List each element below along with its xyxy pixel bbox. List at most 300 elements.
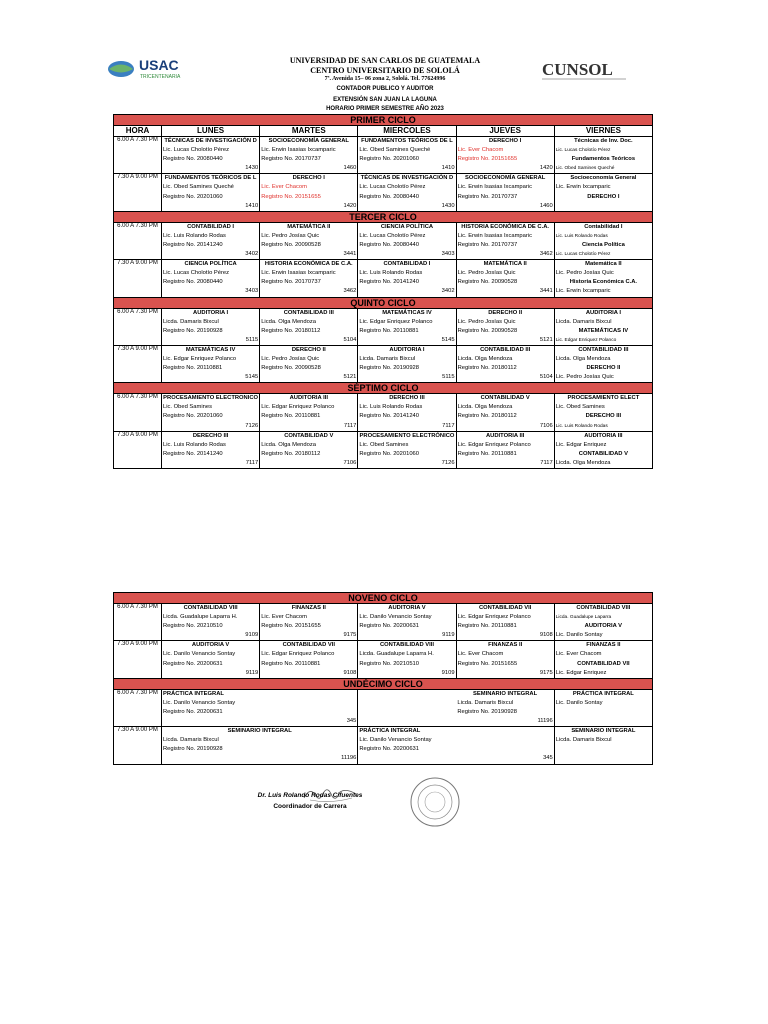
schedule-table-top [113, 114, 653, 469]
course-title: AUDITORIA I [193, 309, 229, 316]
cunsol-logo-text: CUNSOL [542, 60, 613, 79]
professor-name: Lic. Edgar Enriquez Polanco [163, 355, 237, 362]
registry-number: Registro No. 20200631 [163, 660, 223, 667]
course-code: 3403 [245, 288, 259, 295]
summary-professor: Lic. Edgar Enriquez [555, 441, 607, 448]
course-title: SEMINARIO INTEGRAL [473, 690, 538, 697]
course-title: CONTABILIDAD III [480, 346, 531, 353]
course-code: 1430 [245, 165, 259, 172]
course-code: 7126 [441, 459, 455, 466]
registry-number: Registro No. 20110881 [163, 365, 223, 372]
course-cell [358, 431, 456, 468]
course-cell [162, 260, 260, 297]
course-cell [358, 174, 456, 211]
course-cell [260, 641, 358, 678]
registry-number: Registro No. 20201060 [163, 413, 223, 420]
professor-name: Lic. Erwin Isasias Ixcamparic [457, 184, 532, 191]
course-title: HISTORIA ECONÓMICA DE C.A. [461, 223, 550, 230]
course-code: 5115 [442, 374, 455, 381]
course-title: DERECHO III [389, 395, 425, 402]
course-title: DERECHO III [192, 432, 229, 439]
course-title: DERECHO II [291, 346, 326, 353]
professor-name: Licda. Damaris Bixcul [163, 318, 219, 325]
registry-number: Registro No. 20110881 [457, 623, 517, 630]
summary-course: SEMINARIO INTEGRAL [571, 728, 636, 735]
registry-number: Registro No. 20210510 [359, 660, 419, 667]
professor-name: Licda. Damaris Bixcul [359, 355, 416, 362]
course-title: AUDITORIA V [191, 642, 230, 649]
course-code: 345 [543, 755, 553, 762]
course-title: CONTABILIDAD VIII [183, 605, 238, 611]
friday-summary [554, 137, 652, 174]
summary-course: Historia Económica C.A. [569, 279, 638, 286]
cycle-header-row [114, 211, 653, 222]
cycle-title: SÉPTIMO CICLO [114, 383, 653, 394]
course-title: TÉCNICAS DE INVESTIGACIÓN D [360, 175, 454, 182]
course-cell [162, 431, 260, 468]
time-slot: 7.30 A 9.00 PM [114, 260, 162, 297]
professor-name: Lic. Edgar Enriquez Polanco [261, 404, 335, 411]
professor-name: Lic. Obed Samines [163, 404, 212, 411]
cycle-header-row [114, 383, 653, 394]
course-cell [260, 222, 358, 259]
registry-number: Registro No. 20151655 [261, 623, 321, 630]
professor-name: Lic. Edgar Enriquez Polanco [359, 318, 433, 325]
cycle-title: UNDÉCIMO CICLO [114, 678, 653, 689]
registry-number: Registro No. 20151655 [457, 156, 518, 163]
course-cell [358, 222, 456, 259]
course-cell [456, 137, 554, 174]
schedule-row [114, 137, 653, 174]
course-cell [456, 641, 554, 678]
course-title: FUNDAMENTOS TEÓRICOS DE L [361, 138, 453, 144]
summary-professor: Lic. Ever Chacom [555, 651, 602, 658]
professor-name: Lic. Lucas Cholotío Pérez [359, 184, 426, 191]
time-slot: 6.00 A 7.30 PM [114, 394, 162, 431]
cycle-title: QUINTO CICLO [114, 297, 653, 308]
course-cell [260, 260, 358, 297]
professor-name: Licda. Olga Mendoza [261, 318, 316, 325]
course-code: 7117 [343, 422, 357, 429]
professor-name: Lic. Lucas Cholotío Pérez [163, 270, 230, 277]
course-cell [456, 222, 554, 259]
course-cell [456, 431, 554, 468]
course-code: 7117 [245, 459, 259, 466]
registry-number: Registro No. 20200631 [359, 746, 419, 753]
professor-name: Lic. Luis Rolando Rodas [359, 270, 423, 277]
summary-professor: Lic. Pedro Josías Quic [555, 374, 614, 381]
registry-number: Registro No. 20180112 [261, 450, 321, 457]
course-cell [260, 137, 358, 174]
summary-professor: Lic. Lucas Cholotío Pérez [555, 252, 611, 258]
registry-number: Registro No. 20210510 [163, 623, 223, 630]
registry-number: Registro No. 20170737 [261, 279, 321, 286]
registry-number: Registro No. 20201060 [359, 450, 419, 457]
course-code: 9109 [245, 632, 259, 639]
course-code: 3402 [245, 251, 259, 258]
summary-course: AUDITORIA III [584, 432, 623, 439]
registry-number: Registro No. 20180112 [261, 327, 321, 334]
professor-name: Licda. Damaris Bixcul [457, 699, 514, 706]
summary-course: CONTABILIDAD V [578, 450, 628, 457]
schedule-row [114, 345, 653, 382]
summary-professor: Lic. Edgar Enriquez Polanco [555, 337, 617, 343]
course-cell [260, 174, 358, 211]
summary-course: CONTABILIDAD VII [577, 660, 630, 667]
registry-number: Registro No. 20090528 [261, 241, 321, 248]
course-title: SEMINARIO INTEGRAL [227, 728, 292, 735]
professor-name: Lic. Obed Samines [359, 441, 409, 448]
cycle-header-row [114, 678, 653, 689]
course-code: 1410 [441, 165, 455, 172]
registry-number: Registro No. 20180112 [457, 365, 517, 372]
registry-number: Registro No. 20080440 [163, 279, 223, 286]
course-cell [358, 641, 456, 678]
merged-course-cell [162, 727, 358, 764]
merged-course-cell [162, 689, 358, 726]
summary-professor: Lic. Danilo Sontay [555, 699, 603, 706]
course-cell [456, 174, 554, 211]
course-title: AUDITORIA V [388, 605, 426, 611]
course-code: 7106 [343, 459, 357, 466]
professor-name: Lic. Ever Chacom [261, 184, 307, 191]
course-code: 9108 [539, 632, 553, 639]
professor-name: Lic. Edgar Enriquez Polanco [457, 614, 531, 621]
registry-number: Registro No. 20141240 [359, 279, 419, 286]
registry-number: Registro No. 20090528 [457, 279, 518, 286]
course-code: 5145 [441, 336, 455, 343]
professor-name: Lic. Pedro Josías Quic [457, 270, 516, 277]
professor-name: Lic. Lucas Cholotío Pérez [359, 232, 426, 239]
registry-number: Registro No. 20110881 [359, 327, 419, 334]
course-title: HISTORIA ECONÓMICA DE C.A. [264, 261, 353, 268]
course-code: 9175 [343, 632, 357, 639]
course-code: 1430 [441, 202, 455, 209]
course-title: PRÁCTICA INTEGRAL [163, 690, 224, 697]
course-title: CONTABILIDAD VIII [379, 642, 434, 649]
course-cell [358, 604, 456, 641]
course-code: 5104 [539, 374, 553, 381]
registry-number: Registro No. 20170737 [261, 156, 321, 163]
summary-course: Fundamentos Teóricos [571, 156, 636, 163]
time-slot: 7.30 A 9.00 PM [114, 431, 162, 468]
registry-number: Registro No. 20110881 [261, 413, 321, 420]
course-code: 7117 [540, 459, 553, 466]
schedule-row [114, 174, 653, 211]
day-header: MARTES [260, 126, 358, 137]
course-cell [260, 394, 358, 431]
course-code: 9119 [442, 632, 455, 639]
cycle-title: TERCER CICLO [114, 211, 653, 222]
time-slot: 6.00 A 7.30 PM [114, 604, 162, 641]
registry-number: Registro No. 20190928 [163, 327, 223, 334]
friday-summary [554, 641, 652, 678]
summary-professor: Lic. Obed Samines Queché [555, 166, 615, 172]
registry-number: Registro No. 20200631 [359, 623, 419, 630]
course-code: 3462 [539, 251, 553, 258]
course-details [163, 736, 356, 754]
registry-number: Registro No. 20190928 [457, 708, 517, 715]
time-slot: 7.30 A 9.00 PM [114, 174, 162, 211]
registry-number: Registro No. 20151655 [261, 193, 321, 200]
day-header-row [114, 126, 653, 137]
professor-name: Lic. Edgar Enriquez Polanco [457, 441, 531, 448]
course-title: DERECHO I [489, 138, 522, 144]
registry-number: Registro No. 20141240 [359, 413, 419, 420]
course-title: CONTABILIDAD I [187, 223, 235, 230]
course-cell [260, 431, 358, 468]
summary-course: DERECHO II [586, 365, 621, 372]
course-code: 7117 [442, 422, 455, 429]
professor-name: Lic. Edgar Enriquez Polanco [261, 651, 335, 658]
course-cell [260, 604, 358, 641]
course-code: 11196 [341, 755, 357, 762]
summary-professor: Lic. Erwin Ixcamparic [555, 288, 611, 295]
course-code: 5121 [343, 374, 357, 381]
course-title: CONTABILIDAD V [480, 395, 530, 402]
course-cell [456, 260, 554, 297]
professor-name: Lic. Obed Samines Queché [163, 184, 234, 191]
time-slot: 7.30 A 9.00 PM [114, 641, 162, 678]
time-slot: 6.00 A 7.30 PM [114, 137, 162, 174]
summary-professor: Licda. Olga Mendoza [555, 459, 611, 466]
friday-summary [554, 174, 652, 211]
course-cell [358, 137, 456, 174]
course-title: CONTABILIDAD V [284, 432, 334, 439]
professor-name: Licda. Olga Mendoza [457, 404, 513, 411]
course-code: 11196 [537, 718, 553, 725]
summary-course: Ciencia Política [581, 241, 625, 248]
course-title: CONTABILIDAD III [283, 309, 334, 316]
friday-summary [554, 394, 652, 431]
course-code: 9109 [441, 669, 455, 676]
career-title: CONTADOR PUBLICO Y AUDITOR [336, 86, 434, 92]
cycle-title: NOVENO CICLO [114, 593, 653, 604]
professor-name: Lic. Danilo Venancio Sontay [163, 651, 236, 658]
course-cell [162, 137, 260, 174]
professor-name: Licda. Olga Mendoza [261, 441, 316, 448]
professor-name: Lic. Pedro Josías Quic [457, 318, 516, 325]
course-code: 1420 [539, 165, 553, 172]
registry-number: Registro No. 20080440 [359, 241, 419, 248]
course-title: DERECHO I [292, 175, 325, 182]
course-code: 1460 [539, 202, 553, 209]
registry-number: Registro No. 20190928 [163, 746, 223, 753]
professor-name: Lic. Danilo Venancio Sontay [359, 737, 432, 744]
registry-number: Registro No. 20080440 [359, 193, 419, 200]
schedule-title: HORARIO PRIMER SEMESTRE AÑO 2023 [326, 106, 444, 112]
summary-course: CONTABILIDAD VIII [576, 605, 631, 611]
time-slot: 6.00 A 7.30 PM [114, 689, 162, 726]
registry-number: Registro No. 20090528 [261, 365, 321, 372]
schedule-row [114, 394, 653, 431]
center-title: CENTRO UNIVERSITARIO DE SOLOLÁ [310, 66, 460, 75]
course-title: FINANZAS II [291, 605, 326, 611]
registry-number: Registro No. 20110881 [261, 660, 321, 667]
extension-title: EXTENSIÓN SAN JUAN LA LAGUNA [333, 97, 437, 103]
registry-number: Registro No. 20141240 [163, 241, 223, 248]
course-code: 5115 [245, 336, 259, 343]
registry-number: Registro No. 20201060 [163, 193, 223, 200]
schedule-row [114, 604, 653, 641]
course-code: 9119 [245, 669, 259, 676]
usac-logo-text: USAC [139, 57, 179, 73]
cycle-header-row [114, 593, 653, 604]
summary-professor: Lic. Erwin Ixcamparic [555, 184, 611, 191]
course-details [163, 699, 356, 717]
university-title: UNIVERSIDAD DE SAN CARLOS DE GUATEMALA [289, 56, 481, 65]
time-slot: 7.30 A 9.00 PM [114, 727, 162, 764]
summary-course: Contabilidad I [584, 223, 623, 230]
professor-name: Licda. Guadalupe Laparra H. [359, 651, 434, 658]
professor-name: Lic. Erwin Isasias Ixcamparic [261, 147, 336, 154]
professor-name: Lic. Ever Chacom [261, 614, 307, 621]
professor-name: Lic. Erwin Isasias Ixcamparic [457, 232, 532, 239]
time-slot: 6.00 A 7.30 PM [114, 222, 162, 259]
course-title: CIENCIA POLÍTICA [380, 223, 434, 230]
course-title: PROCESAMIENTO ELECTRONICO [163, 395, 259, 402]
course-code: 7106 [539, 422, 553, 429]
course-details [359, 699, 552, 717]
professor-name: Lic. Luis Rolando Rodas [163, 441, 226, 448]
summary-professor: Lic. Luis Rolando Rodas [555, 423, 608, 429]
course-cell [162, 222, 260, 259]
summary-course: CONTABILIDAD III [578, 346, 629, 353]
course-code: 5104 [343, 336, 357, 343]
course-cell [456, 345, 554, 382]
course-code: 3402 [441, 288, 455, 295]
registry-number: Registro No. 20170737 [457, 193, 518, 200]
friday-summary [554, 222, 652, 259]
professor-name: Lic. Danilo Venancio Sontay [359, 614, 432, 621]
course-details [359, 736, 552, 754]
course-title: AUDITORIA III [485, 432, 525, 439]
course-cell [162, 308, 260, 345]
summary-course: Socioeconomía General [570, 175, 637, 182]
registry-number: Registro No. 20141240 [163, 450, 223, 457]
friday-summary [554, 689, 652, 726]
summary-course: AUDITORIA V [584, 623, 623, 630]
registry-number: Registro No. 20110881 [457, 450, 517, 457]
professor-name: Lic. Erwin Isasias Ixcamparic [261, 270, 336, 277]
course-title: PROCESAMIENTO ELECTRÓNICO [359, 432, 455, 439]
summary-course: DERECHO III [585, 413, 622, 420]
course-title: TÉCNICAS DE INVESTIGACIÓN D [164, 138, 257, 144]
course-title: CONTABILIDAD I [383, 261, 431, 268]
course-code: 9175 [539, 669, 553, 676]
schedule-row [114, 641, 653, 678]
day-header: LUNES [162, 126, 260, 137]
professor-name: Licda. Olga Mendoza [457, 355, 513, 362]
coordinator-name: Dr. Luis Rolando Rodas Cifuentes [257, 792, 363, 799]
course-cell [162, 394, 260, 431]
course-title: SOCIOECONOMÍA GENERAL [465, 175, 546, 182]
course-title: MATEMÁTICAS IV [382, 309, 432, 316]
time-slot: 7.30 A 9.00 PM [114, 345, 162, 382]
course-title: SOCIOECONOMÍA GENERAL [268, 138, 349, 144]
summary-professor: Lic. Pedro Josías Quic [555, 270, 614, 277]
cycle-header-row [114, 115, 653, 126]
course-title: CIENCIA POLÍTICA [184, 261, 237, 268]
summary-professor: Lic. Edgar Enriquez [555, 669, 607, 676]
course-code: 1460 [343, 165, 357, 172]
course-cell [456, 394, 554, 431]
summary-course: Matemática II [585, 261, 622, 268]
course-code: 7126 [245, 422, 259, 429]
course-title: MATEMÁTICAS IV [185, 346, 236, 353]
registry-number: Registro No. 20080440 [163, 156, 223, 163]
address-line: 7ª. Avenida 15– 06 zona 2, Sololá. Tel. 77624996 [324, 76, 446, 82]
professor-name: Lic. Danilo Venancio Sontay [163, 699, 236, 706]
summary-professor: Lic. Obed Samines [555, 404, 605, 411]
course-code: 1420 [343, 202, 357, 209]
registry-number: Registro No. 20190928 [359, 365, 419, 372]
summary-professor: Lic. Lucas Cholotío Pérez [555, 148, 611, 154]
friday-summary [554, 604, 652, 641]
course-title: PRÁCTICA INTEGRAL [359, 728, 421, 735]
summary-professor: Licda. Olga Mendoza [555, 355, 611, 362]
course-code: 5145 [245, 374, 259, 381]
friday-summary [554, 727, 652, 764]
professor-name: Lic. Ever Chacom [457, 147, 504, 154]
schedule-row [114, 260, 653, 297]
summary-professor: Licda. Damaris Bixcul [555, 318, 612, 325]
summary-course: MATEMÁTICAS IV [578, 327, 629, 334]
cycle-title: PRIMER CICLO [114, 115, 653, 126]
course-cell [162, 604, 260, 641]
day-header: HORA [114, 126, 162, 137]
day-header: VIERNES [554, 126, 652, 137]
registry-number: Registro No. 20090528 [457, 327, 518, 334]
cycle-header-row [114, 297, 653, 308]
summary-course: PRÁCTICA INTEGRAL [572, 690, 634, 697]
summary-professor: Licda. Damaris Bixcul [555, 737, 612, 744]
friday-summary [554, 431, 652, 468]
registry-number: Registro No. 20170737 [457, 241, 518, 248]
professor-name: Licda. Damaris Bixcul [163, 737, 219, 744]
professor-name: Lic. Obed Samines Queché [359, 147, 431, 154]
summary-course: Técnicas de Inv. Doc. [574, 138, 633, 144]
course-title: CONTABILIDAD VII [282, 642, 335, 649]
professor-name: Lic. Pedro Josías Quic [261, 232, 320, 239]
course-code: 3462 [343, 288, 357, 295]
course-cell [162, 174, 260, 211]
coordinator-role: Coordinador de Carrera [273, 803, 347, 810]
course-title: MATEMÁTICA II [287, 223, 331, 230]
registry-number: Registro No. 20201060 [359, 156, 419, 163]
registry-number: Registro No. 20200631 [163, 708, 223, 715]
course-code: 3441 [343, 251, 357, 258]
professor-name: Lic. Ever Chacom [457, 651, 504, 658]
friday-summary [554, 308, 652, 345]
day-header: JUEVES [456, 126, 554, 137]
course-title: FINANZAS II [488, 642, 523, 649]
course-cell [358, 260, 456, 297]
schedule-table-bottom [113, 592, 653, 765]
day-header: MIERCOLES [358, 126, 456, 137]
course-code: 345 [346, 718, 357, 725]
usac-logo [107, 56, 203, 82]
friday-summary [554, 345, 652, 382]
summary-course: PROCESAMIENTO ELECT [567, 395, 640, 402]
merged-course-cell [358, 727, 554, 764]
friday-summary [554, 260, 652, 297]
course-title: FUNDAMENTOS TEÓRICOS DE L [164, 175, 257, 182]
schedule-row [114, 689, 653, 726]
course-title: AUDITORIA I [389, 346, 425, 353]
course-cell [358, 394, 456, 431]
course-code: 3441 [539, 288, 553, 295]
